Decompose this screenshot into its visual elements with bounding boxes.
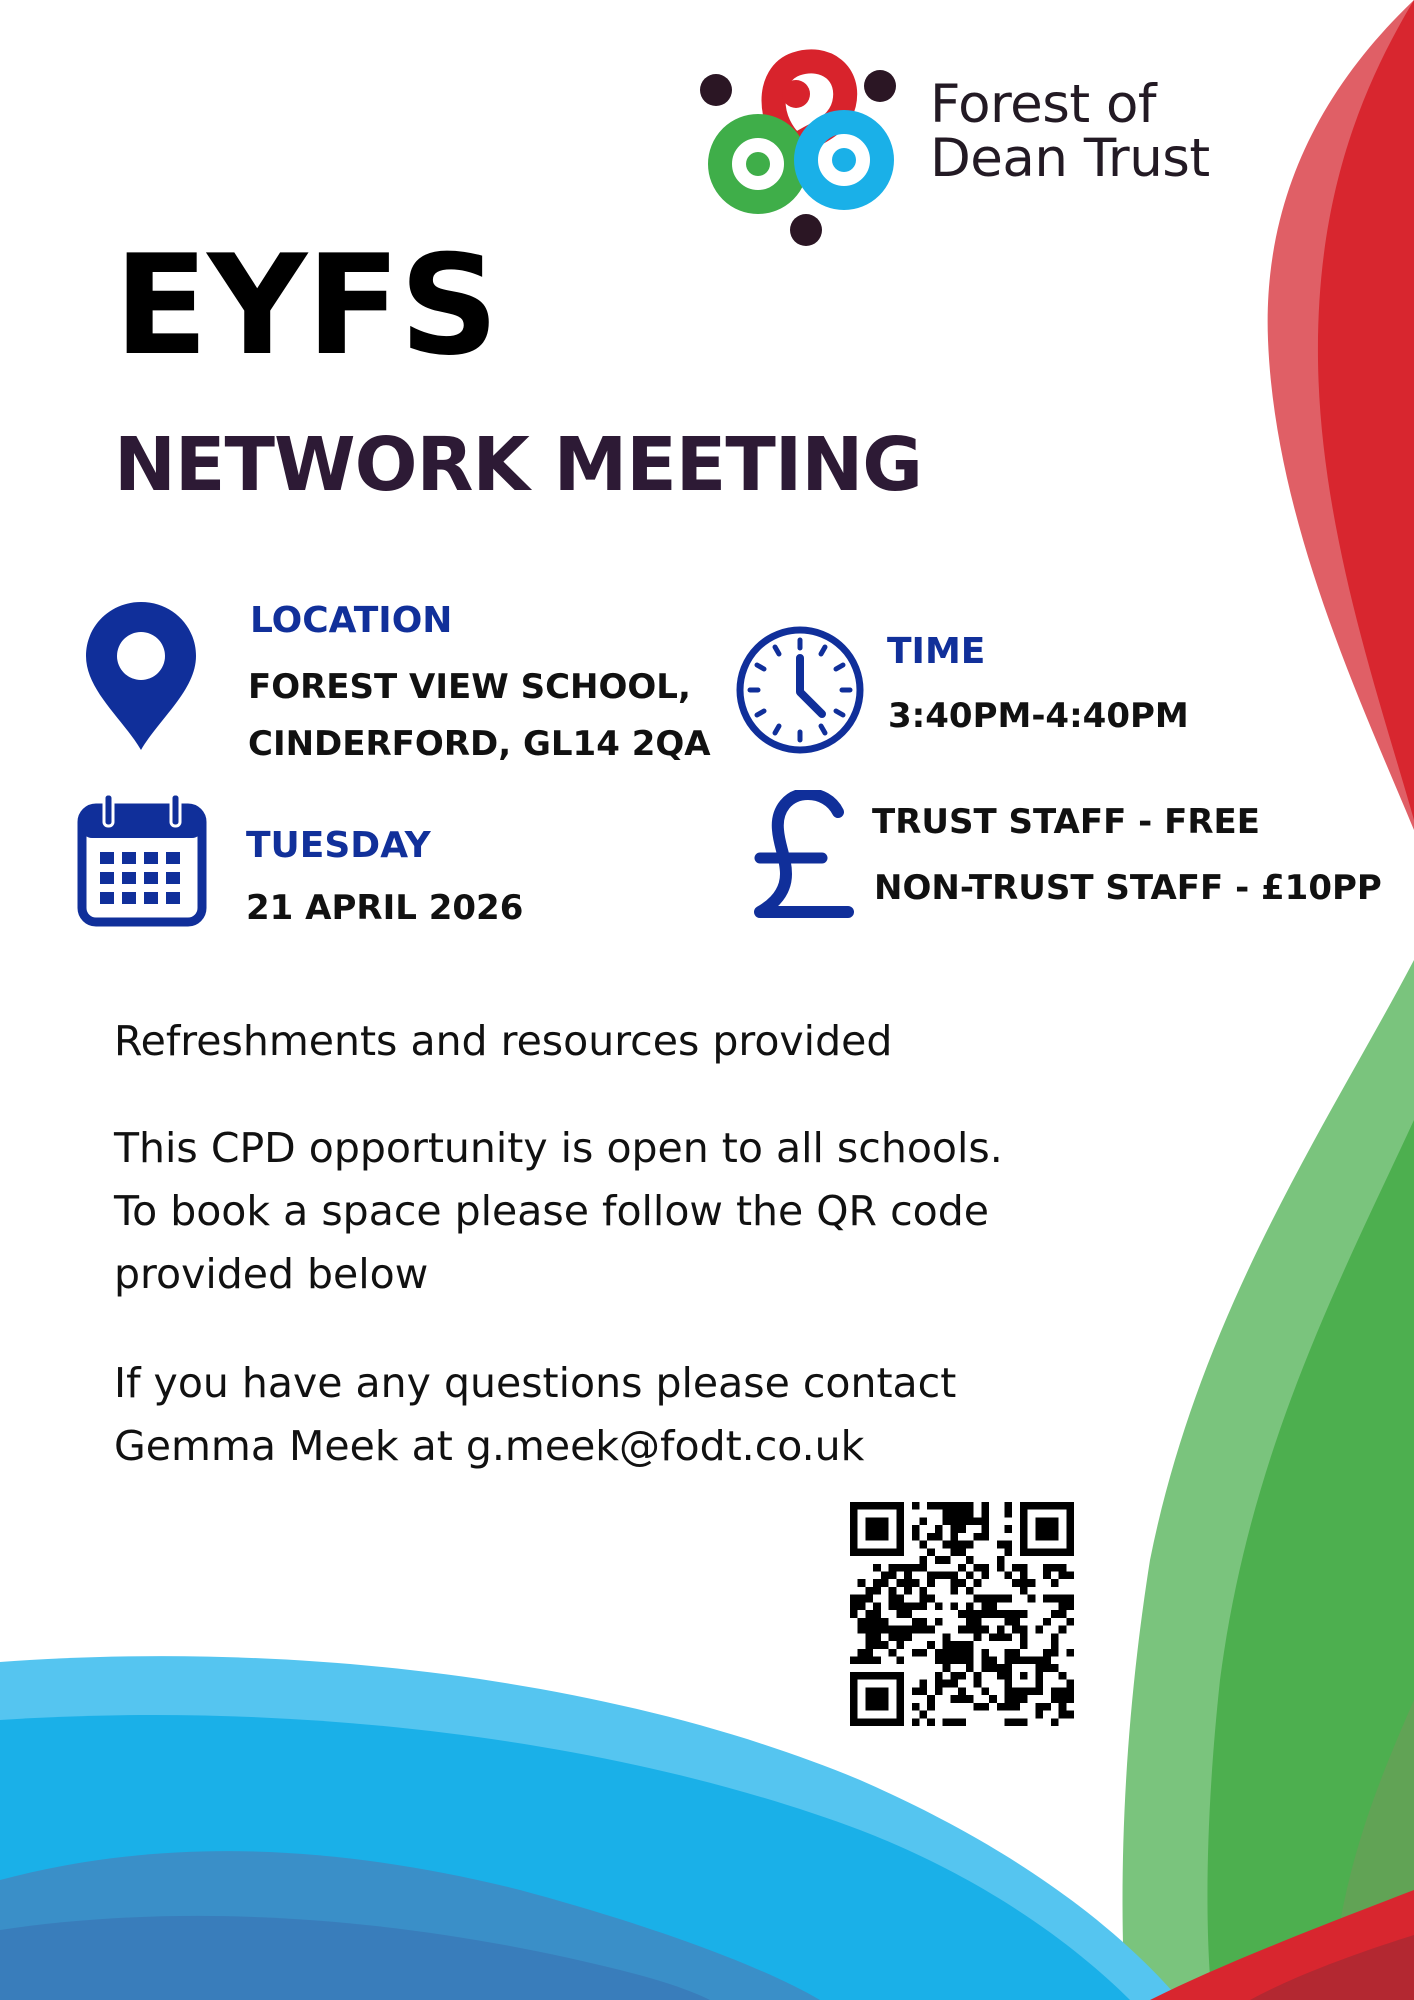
date-heading: TUESDAY [246,825,431,866]
pound-sign-icon [752,790,856,920]
logo-line-1: Forest of [930,74,1157,135]
time-value: 3:40PM-4:40PM [888,696,1189,736]
location-line-1: FOREST VIEW SCHOOL, [248,667,691,707]
cpd-line-3: provided below [114,1250,429,1298]
time-heading: TIME [887,631,986,672]
non-trust-staff-price: NON-TRUST STAFF - £10PP [874,868,1382,908]
trust-staff-price: TRUST STAFF - FREE [872,802,1260,842]
booking-qr-code[interactable] [850,1502,1074,1726]
contact-line-2: Gemma Meek at g.meek@fodt.co.uk [114,1422,865,1470]
cpd-line-1: This CPD opportunity is open to all schools. [114,1124,1003,1172]
refreshments-text [114,1010,1114,1073]
trust-logo-text [930,74,1210,189]
clock-icon [734,624,866,756]
location-line-2: CINDERFORD, GL14 2QA [248,724,711,764]
cpd-line-2: To book a space please follow the QR code [114,1187,989,1235]
contact-line-1: If you have any questions please contact [114,1359,957,1407]
cpd-paragraph [114,1117,1114,1306]
logo-line-2: Dean Trust [930,128,1210,189]
calendar-icon [76,792,208,928]
page-title: EYFS [114,225,498,386]
map-pin-icon [82,598,200,754]
page-subtitle: NETWORK MEETING [114,422,922,508]
refreshments-line: Refreshments and resources provided [114,1017,893,1065]
location-heading: LOCATION [250,600,453,641]
trust-logo-mark-icon [696,34,906,254]
trust-logo [696,34,1236,254]
contact-paragraph [114,1352,1114,1478]
date-value: 21 APRIL 2026 [246,888,524,928]
